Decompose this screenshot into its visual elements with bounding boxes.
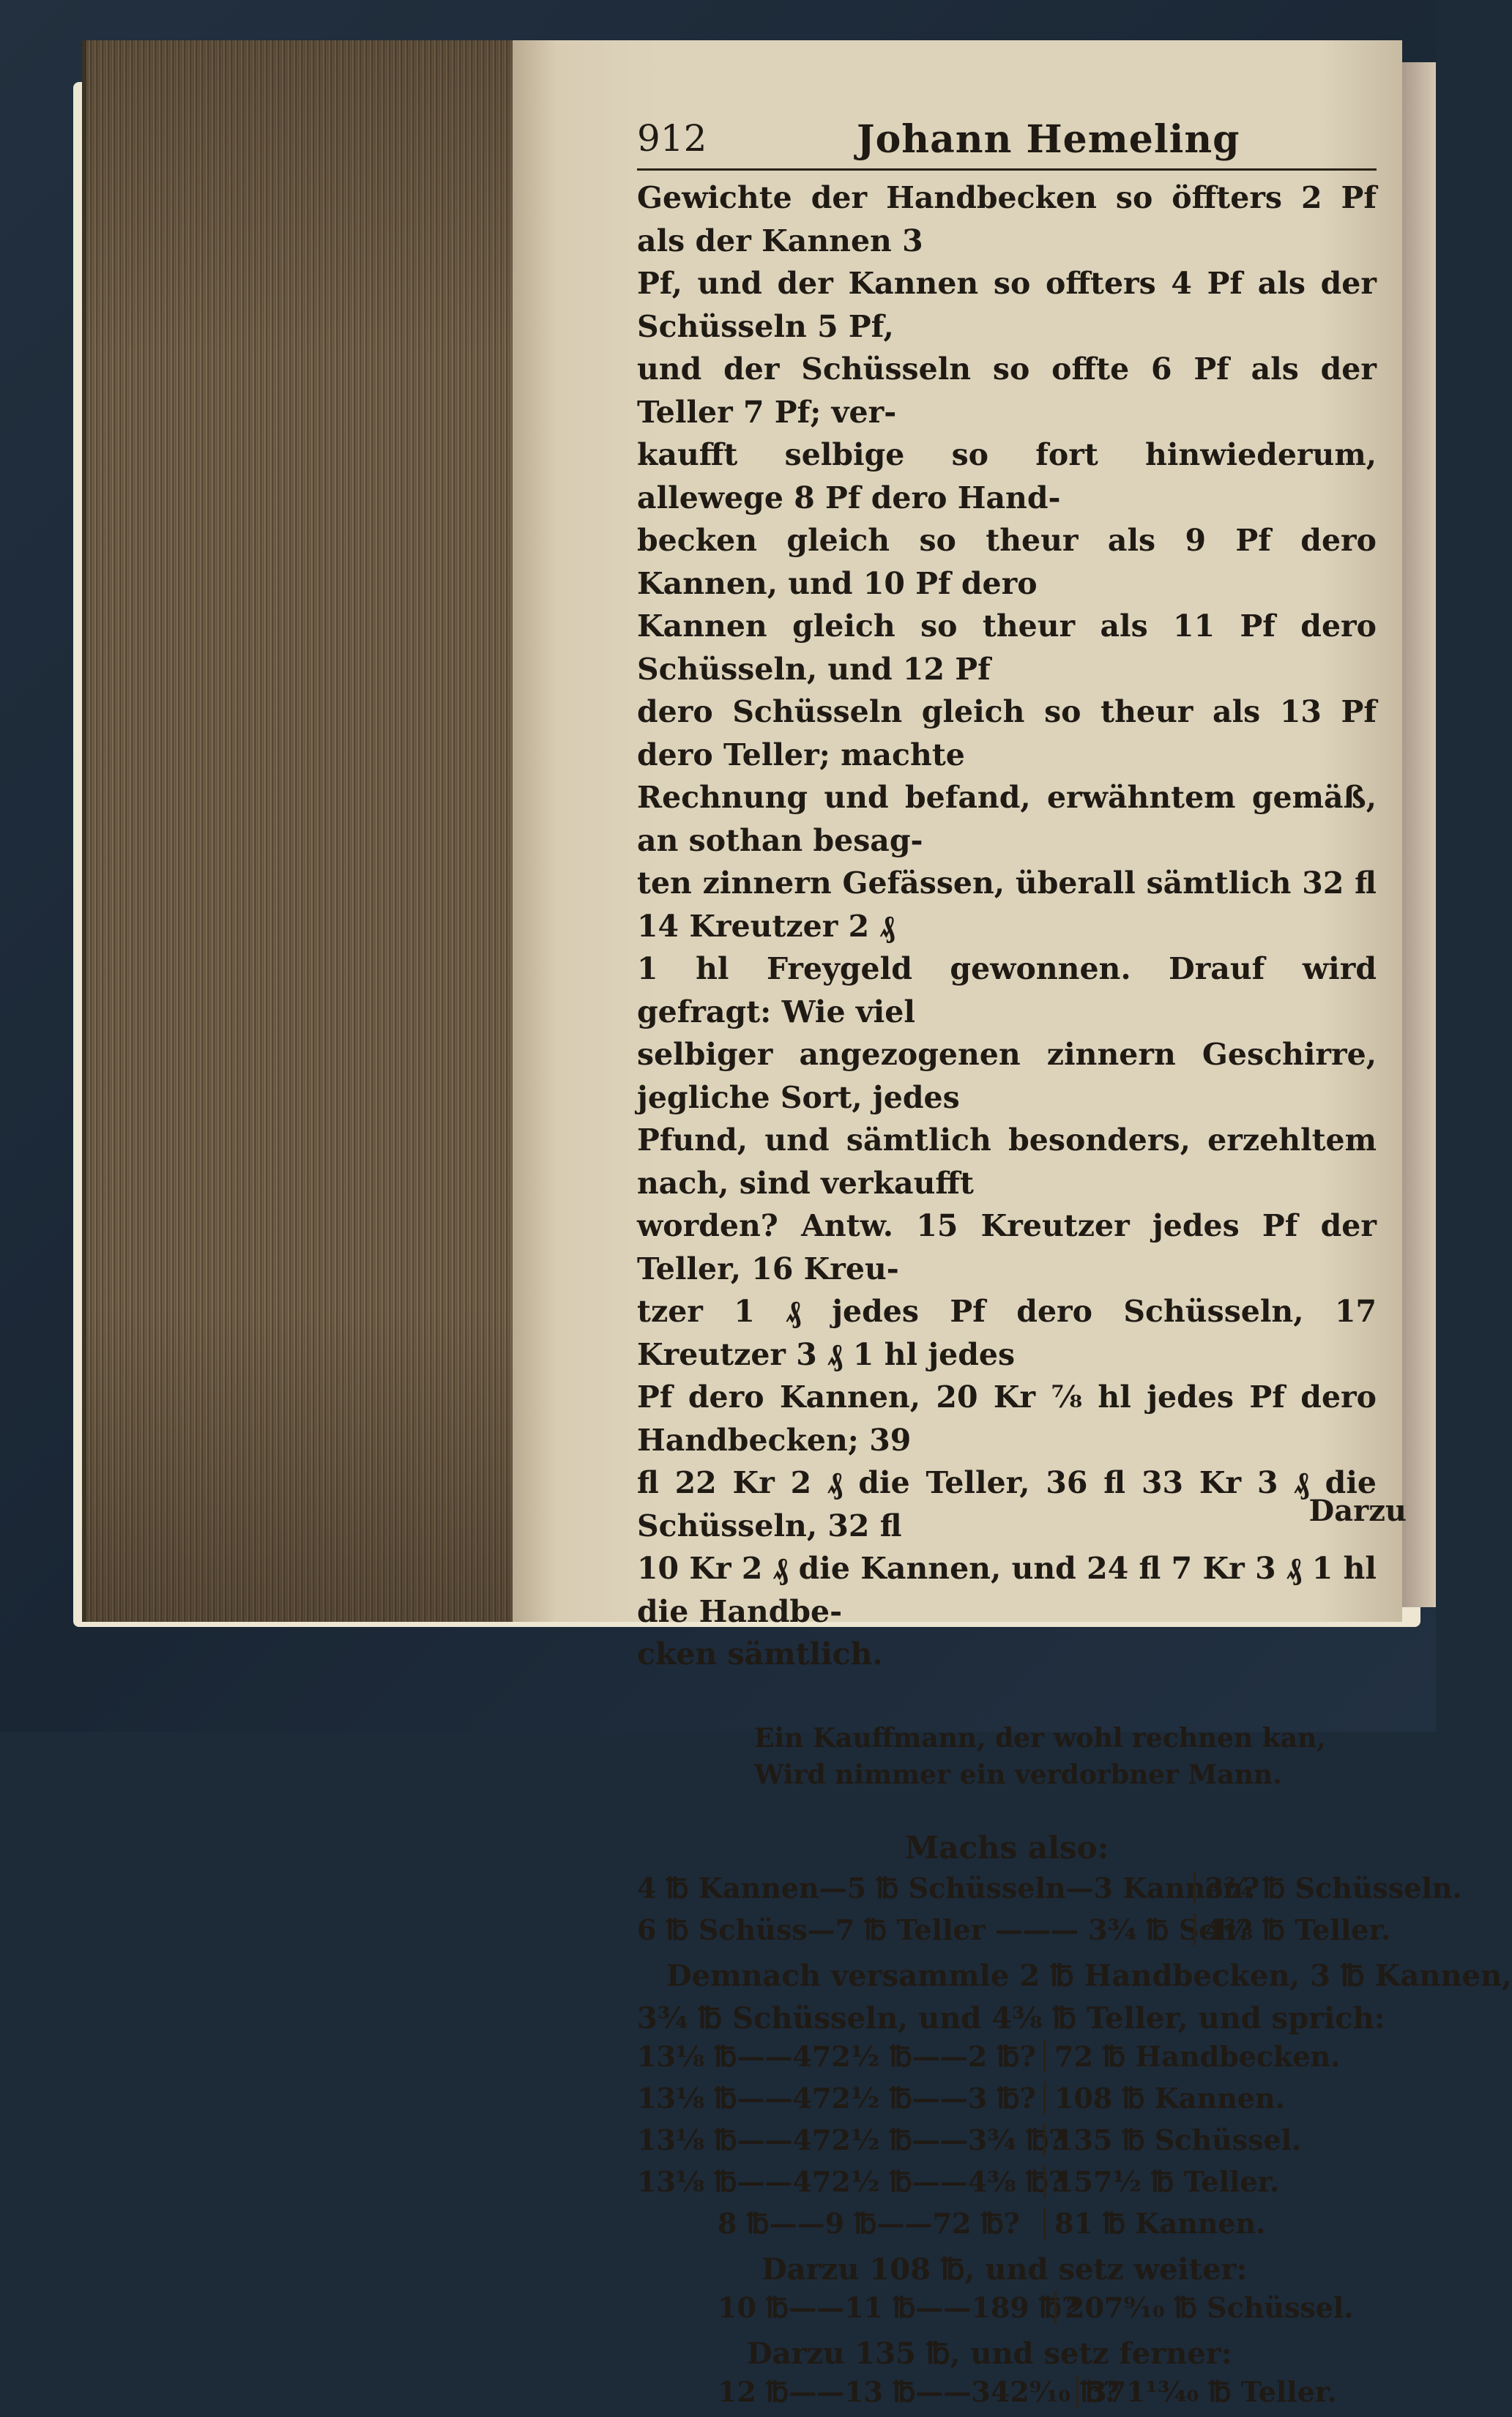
verse — [754, 1720, 1377, 1793]
text-line: cken sämtlich. — [637, 1636, 883, 1672]
calc-result: 135 ℔ Schüssel. — [1043, 2123, 1301, 2156]
calc-row — [637, 2207, 1377, 2249]
text-line: Kannen gleich so theur als 11 Pf dero Schüsseln, und 12 Pf — [637, 608, 1377, 687]
calc-row — [637, 2082, 1377, 2123]
calc-left: 8 ℔——9 ℔——72 ℔? — [718, 2206, 1020, 2240]
calc-result: 371¹³⁄₄₀ ℔ Teller. — [1076, 2375, 1337, 2408]
calc-text: Darzu 135 ℔, und setz ferner: — [747, 2336, 1232, 2371]
running-title: Johann Hemeling — [857, 117, 1240, 162]
calc-result: 72 ℔ Handbecken. — [1043, 2040, 1340, 2073]
text-line: Rechnung und befand, erwähntem gemäß, an sothan besag- — [637, 780, 1377, 858]
text-line: becken gleich so theur als 9 Pf dero Kannen, und 10 Pf dero — [637, 523, 1377, 601]
calc-left: 6 ℔ Schüss—7 ℔ Teller ——— 3¾ ℔ Sch? — [637, 1913, 1253, 1946]
calc-left: 4 ℔ Kannen—5 ℔ Schüsseln—3 Kannen? — [637, 1871, 1260, 1904]
calc-left: 13⅛ ℔——472½ ℔——3 ℔? — [637, 2081, 1036, 2115]
problem-paragraph — [637, 176, 1377, 1676]
catchword: Darzu — [1308, 1494, 1407, 1528]
calc-result: 108 ℔ Kannen. — [1043, 2082, 1285, 2115]
calc-result: 207⁹⁄₁₀ ℔ Schüssel. — [1054, 2291, 1354, 2324]
running-head — [637, 110, 1377, 171]
calc-row — [637, 1913, 1391, 1955]
calc-row — [637, 2291, 1377, 2333]
calc-row — [637, 2375, 1377, 2417]
calc-left: 12 ℔——13 ℔——342⁹⁄₁₀ ℔? — [718, 2375, 1120, 2408]
calc-row — [637, 1871, 1462, 1913]
calc-text: 3¾ ℔ Schüsseln, und 4⅜ ℔ Teller, und sprich: — [637, 2000, 1385, 2036]
facing-page-edge — [1402, 62, 1436, 1607]
calculation-block — [637, 1871, 1512, 2417]
calculation-title: Machs also: — [904, 1829, 1109, 1866]
text-line: kaufft selbige so fort hinwiederum, allewege 8 Pf dero Hand- — [637, 437, 1377, 515]
text-line: Gewichte der Handbecken so öffters 2 Pf als der Kannen 3 — [637, 180, 1377, 258]
calc-result: 3¾ ℔ Schüsseln. — [1193, 1872, 1462, 1904]
calc-row — [637, 2123, 1377, 2165]
page-content — [637, 110, 1512, 2417]
text-line: dero Schüsseln gleich so theur als 13 Pf dero Teller; machte — [637, 694, 1377, 772]
calc-result: 81 ℔ Kannen. — [1043, 2207, 1265, 2240]
text-line: fl 22 Kr 2 ₰ die Teller, 36 fl 33 Kr 3 ₰ die Schüsseln, 32 fl — [637, 1465, 1377, 1543]
text-line: Pfund, und sämtlich besonders, erzehltem nach, sind verkaufft — [637, 1122, 1377, 1201]
calc-left: 13⅛ ℔——472½ ℔——2 ℔? — [637, 2039, 1036, 2073]
text-line: und der Schüsseln so offte 6 Pf als der Teller 7 Pf; ver- — [637, 351, 1377, 430]
calc-row — [637, 2040, 1377, 2082]
calc-left: 10 ℔——11 ℔——189 ℔? — [718, 2290, 1079, 2324]
page-number: 912 — [637, 117, 707, 160]
calc-left: 13⅛ ℔——472½ ℔——3¾ ℔? — [637, 2123, 1065, 2156]
page-block-edges — [82, 40, 517, 1622]
text-line: ten zinnern Gefässen, überall sämtlich 32 fl 14 Kreutzer 2 ₰ — [637, 865, 1377, 944]
text-line: tzer 1 ₰ jedes Pf dero Schüsseln, 17 Kreutzer 3 ₰ 1 hl jedes — [637, 1294, 1377, 1372]
text-line: 10 Kr 2 ₰ die Kannen, und 24 fl 7 Kr 3 ₰ 1 hl die Handbe- — [637, 1551, 1377, 1629]
verse-line: Ein Kauffmann, der wohl rechnen kan, — [754, 1722, 1326, 1754]
calc-row — [637, 2165, 1377, 2207]
text-line: Pf dero Kannen, 20 Kr ⅞ hl jedes Pf dero Handbecken; 39 — [637, 1379, 1377, 1458]
verse-line: Wird nimmer ein verdorbner Mann. — [754, 1759, 1282, 1790]
calc-left: 13⅛ ℔——472½ ℔——4⅜ ℔? — [637, 2164, 1065, 2198]
text-line: 1 hl Freygeld gewonnen. Drauf wird gefragt: Wie viel — [637, 951, 1377, 1029]
calc-result: 4⅜ ℔ Teller. — [1193, 1913, 1390, 1946]
calc-text: Darzu 108 ℔, und setz weiter: — [761, 2252, 1248, 2287]
text-line: Pf, und der Kannen so offters 4 Pf als der Schüsseln 5 Pf, — [637, 266, 1377, 344]
text-line: selbiger angezogenen zinnern Geschirre, jegliche Sort, jedes — [637, 1037, 1377, 1115]
calc-text: Demnach versammle 2 ℔ Handbecken, 3 ℔ Kannen, — [666, 1958, 1512, 1993]
text-line: worden? Antw. 15 Kreutzer jedes Pf der Teller, 16 Kreu- — [637, 1208, 1377, 1286]
calc-result: 157½ ℔ Teller. — [1043, 2165, 1279, 2198]
